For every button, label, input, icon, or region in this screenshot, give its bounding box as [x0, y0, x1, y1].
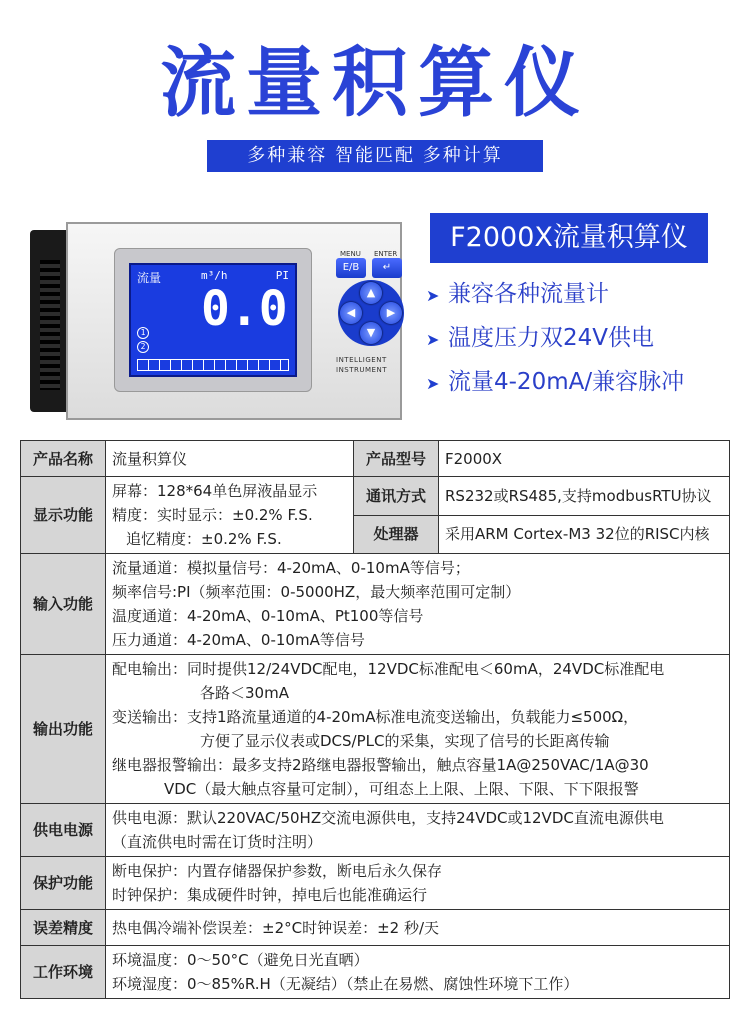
lcd-pi: PI: [275, 269, 289, 282]
spec-line: 温度通道：4-20mA、0-10mA、Pt100等信号: [112, 607, 424, 625]
spec-value: [106, 804, 730, 857]
down-arrow-icon: ▼: [360, 322, 382, 344]
lcd-unit: m³/h: [201, 269, 228, 282]
menu-key: E/B: [336, 258, 366, 278]
spec-line: 精度：实时显示：±0.2% F.S.: [112, 506, 313, 524]
spec-label: 保护功能: [21, 857, 106, 910]
slogan-banner: 多种兼容 智能匹配 多种计算: [207, 140, 543, 172]
feature-text: 兼容各种流量计: [448, 281, 609, 307]
up-arrow-icon: ▲: [360, 282, 382, 304]
arrow-icon: ➤: [426, 330, 440, 349]
lcd-value: 0.0: [201, 281, 288, 337]
instrument-image: [30, 222, 402, 420]
lcd-bar-graph: [137, 359, 289, 371]
brand-line-1: INTELLIGENT: [336, 356, 387, 364]
spec-label: 产品型号: [354, 441, 439, 477]
spec-line: 压力通道：4-20mA、0-10mA等信号: [112, 631, 365, 649]
table-row: [21, 910, 730, 946]
spec-label: 显示功能: [21, 477, 106, 554]
spec-label: 输出功能: [21, 655, 106, 804]
table-row: [21, 477, 730, 516]
device-front-panel: [66, 222, 402, 420]
spec-label: 输入功能: [21, 554, 106, 655]
spec-line: VDC（最大触点容量可定制），可组态上上限、上限、下限、下下限报警: [164, 780, 639, 798]
spec-line: 断电保护：内置存储器保护参数，断电后永久保存: [112, 862, 443, 880]
spec-label: 处理器: [354, 515, 439, 554]
spec-value: F2000X: [439, 441, 730, 477]
lcd-channel-label: 流量: [137, 271, 162, 285]
spec-label: 通讯方式: [354, 477, 439, 516]
spec-line: 屏幕：128*64单色屏液晶显示: [112, 482, 318, 500]
lcd-marker-2: 2: [137, 341, 149, 353]
spec-line: （直流供电时需在订货时注明）: [112, 833, 323, 851]
spec-label: 产品名称: [21, 441, 106, 477]
spec-line: 方便了显示仪表或DCS/PLC的采集，实现了信号的长距离传输: [200, 732, 610, 750]
spec-line: 继电器报警输出：最多支持2路继电器报警输出，触点容量1A@250VAC/1A@30: [112, 756, 649, 774]
left-arrow-icon: ◀: [340, 302, 362, 324]
right-arrow-icon: ▶: [380, 302, 402, 324]
table-row: [21, 655, 730, 804]
arrow-icon: ➤: [426, 374, 440, 393]
spec-line: 各路＜30mA: [200, 684, 289, 702]
spec-line: 供电电源：默认220VAC/50HZ交流电源供电，支持24VDC或12VDC直流电源供电: [112, 809, 664, 827]
spec-line: 追忆精度：±0.2% F.S.: [126, 530, 282, 548]
direction-pad: [338, 280, 404, 346]
spec-label: 误差精度: [21, 910, 106, 946]
spec-line: 频率信号:PI（频率范围：0-5000HZ，最大频率范围可定制）: [112, 583, 521, 601]
spec-line: 环境温度：0～50°C（避免日光直晒）: [112, 951, 369, 969]
spec-value: RS232或RS485,支持modbusRTU协议: [439, 477, 730, 516]
arrow-icon: ➤: [426, 286, 440, 305]
spec-label: 供电电源: [21, 804, 106, 857]
enter-label: ENTER: [374, 250, 398, 258]
table-row: [21, 804, 730, 857]
feature-text: 流量4-20mA/兼容脉冲: [448, 369, 685, 395]
brand-line-2: INSTRUMENT: [336, 366, 387, 374]
spec-value: 采用ARM Cortex-M3 32位的RISC内核: [439, 515, 730, 554]
lcd-screen: [129, 263, 297, 377]
vent-grille: [40, 260, 60, 390]
spec-label: 工作环境: [21, 946, 106, 999]
spec-line: 时钟保护：集成硬件时钟，掉电后也能准确运行: [112, 886, 428, 904]
feature-item: [426, 318, 654, 358]
table-row: [21, 946, 730, 999]
spec-line: 环境湿度：0～85%R.H（无凝结）（禁止在易燃、腐蚀性环境下工作）: [112, 975, 579, 993]
spec-value: 热电偶冷端补偿误差：±2°C时钟误差：±2 秒/天: [106, 910, 730, 946]
menu-label: MENU: [340, 250, 361, 258]
table-row: [21, 857, 730, 910]
spec-value: [106, 477, 354, 554]
enter-key: ↵: [372, 258, 402, 278]
spec-table: [20, 440, 730, 999]
spec-value: [106, 857, 730, 910]
spec-line: 变送输出：支持1路流量通道的4-20mA标准电流变送输出，负载能力≤500Ω，: [112, 708, 639, 726]
feature-item: [426, 274, 609, 314]
feature-text: 温度压力双24V供电: [448, 325, 655, 351]
table-row: [21, 554, 730, 655]
page-title: 流量积算仪: [160, 38, 590, 127]
spec-line: 流量通道：模拟量信号：4-20mA、0-10mA等信号；: [112, 559, 470, 577]
lcd-marker-1: 1: [137, 327, 149, 339]
spec-line: 配电输出：同时提供12/24VDC配电，12VDC标准配电＜60mA，24VDC标准配电: [112, 660, 665, 678]
lcd-bezel: [114, 248, 312, 392]
spec-value: [106, 946, 730, 999]
spec-value: [106, 554, 730, 655]
spec-value: [106, 655, 730, 804]
feature-item: [426, 362, 684, 402]
table-row: [21, 441, 730, 477]
model-badge: F2000X流量积算仪: [430, 213, 708, 263]
spec-value: 流量积算仪: [106, 441, 354, 477]
